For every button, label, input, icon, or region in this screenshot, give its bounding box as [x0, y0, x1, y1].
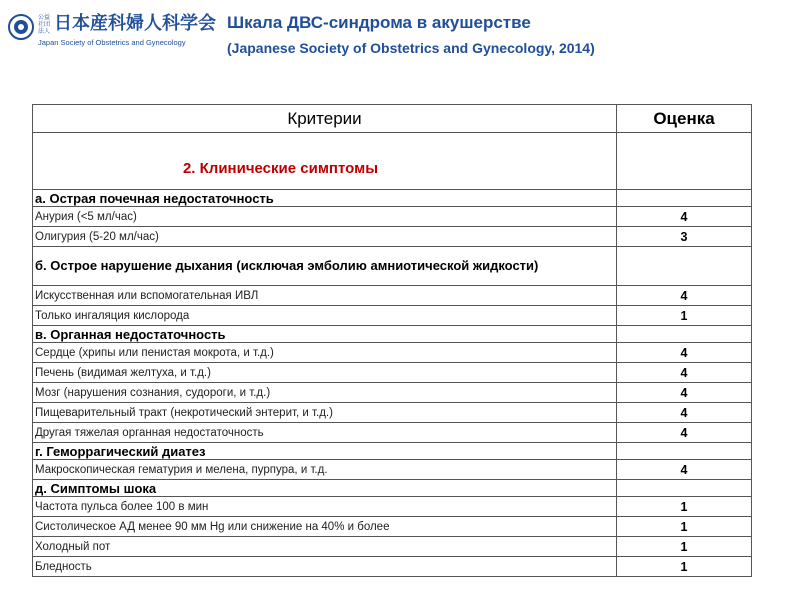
section-title: 2. Клинические симптомы [33, 133, 617, 190]
score-value: 4 [617, 286, 752, 306]
criteria-row [33, 207, 752, 227]
criteria-row [33, 343, 752, 363]
section-score-cell [617, 133, 752, 190]
criteria-label: Только ингаляция кислорода [33, 306, 617, 326]
score-value: 1 [617, 517, 752, 537]
criteria-label: Систолическое АД менее 90 мм Hg или снижение на 40% и более [33, 517, 617, 537]
subsection-label: д. Симптомы шока [33, 480, 617, 497]
subsection-row [33, 326, 752, 343]
score-value: 1 [617, 537, 752, 557]
criteria-header: Критерии [33, 105, 617, 133]
criteria-row [33, 363, 752, 383]
score-value: 3 [617, 227, 752, 247]
criteria-row [33, 537, 752, 557]
criteria-row [33, 557, 752, 577]
dic-score-table [32, 104, 752, 577]
logo-name: 日本産科婦人科学会 [54, 13, 216, 34]
subsection-row [33, 443, 752, 460]
subsection-row [33, 480, 752, 497]
score-value [617, 247, 752, 286]
criteria-label: Печень (видимая желтуха, и т.д.) [33, 363, 617, 383]
criteria-label: Пищеварительный тракт (некротический энтерит, и т.д.) [33, 403, 617, 423]
criteria-label: Макроскопическая гематурия и мелена, пурпура, и т.д. [33, 460, 617, 480]
score-value [617, 480, 752, 497]
score-value [617, 443, 752, 460]
page-subtitle: (Japanese Society of Obstetrics and Gynecology, 2014) [227, 40, 595, 56]
score-value [617, 326, 752, 343]
criteria-label: Мозг (нарушения сознания, судороги, и т.д.) [33, 383, 617, 403]
subsection-label: г. Геморрагический диатез [33, 443, 617, 460]
criteria-label: Другая тяжелая органная недостаточность [33, 423, 617, 443]
logo-small-text: 公益社団法人 [38, 14, 51, 35]
score-value: 4 [617, 343, 752, 363]
criteria-row [33, 227, 752, 247]
criteria-label: Холодный пот [33, 537, 617, 557]
score-value: 4 [617, 207, 752, 227]
logo-english-name: Japan Society of Obstetrics and Gynecology [38, 38, 186, 47]
criteria-label: Олигурия (5-20 мл/час) [33, 227, 617, 247]
score-header: Оценка [617, 105, 752, 133]
jsog-logo [8, 12, 220, 52]
subsection-label: а. Острая почечная недостаточность [33, 190, 617, 207]
subsection-label: в. Органная недостаточность [33, 326, 617, 343]
score-value: 4 [617, 460, 752, 480]
table-header-row [33, 105, 752, 133]
subsection-row [33, 190, 752, 207]
criteria-label: Сердце (хрипы или пенистая мокрота, и т.д.) [33, 343, 617, 363]
criteria-row [33, 403, 752, 423]
criteria-row [33, 460, 752, 480]
score-value: 4 [617, 403, 752, 423]
criteria-row [33, 306, 752, 326]
score-value: 4 [617, 383, 752, 403]
criteria-label: Искусственная или вспомогательная ИВЛ [33, 286, 617, 306]
criteria-row [33, 423, 752, 443]
score-value: 1 [617, 497, 752, 517]
criteria-row [33, 517, 752, 537]
score-value [617, 190, 752, 207]
criteria-label: Анурия (<5 мл/час) [33, 207, 617, 227]
criteria-row [33, 383, 752, 403]
score-value: 1 [617, 557, 752, 577]
score-value: 4 [617, 363, 752, 383]
criteria-row [33, 497, 752, 517]
subsection-label: б. Острое нарушение дыхания (исключая эмболию амниотической жидкости) [33, 247, 617, 286]
subsection-row [33, 247, 752, 286]
page-title: Шкала ДВС-синдрома в акушерстве [227, 13, 531, 32]
section-row [33, 133, 752, 190]
score-value: 4 [617, 423, 752, 443]
criteria-row [33, 286, 752, 306]
score-value: 1 [617, 306, 752, 326]
criteria-label: Частота пульса более 100 в мин [33, 497, 617, 517]
criteria-label: Бледность [33, 557, 617, 577]
society-seal-icon [8, 14, 34, 40]
